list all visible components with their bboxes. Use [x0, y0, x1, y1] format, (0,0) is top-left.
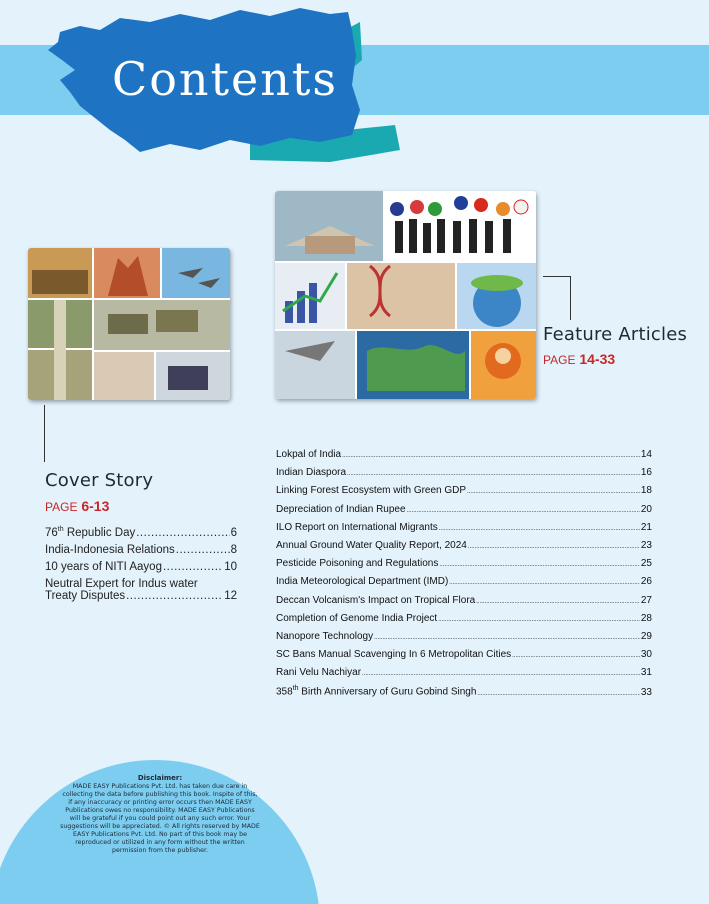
leader-dots — [439, 562, 640, 568]
cover-item-label-line2: Treaty Disputes — [45, 589, 126, 602]
header-brush-stroke — [0, 0, 709, 170]
feature-item-page: 30 — [640, 649, 652, 661]
feature-item[interactable] — [276, 449, 652, 467]
feature-item[interactable] — [276, 504, 652, 522]
leader-dots — [476, 599, 640, 605]
leader-dots — [407, 508, 640, 514]
feature-articles-page-range — [543, 351, 615, 367]
leader-dots — [126, 590, 223, 602]
feature-item-page: 25 — [640, 558, 652, 570]
page-title: Contents — [112, 52, 338, 106]
feature-item-label: Deccan Volcanism's Impact on Tropical Flora — [276, 594, 476, 606]
cover-item-neutral-expert[interactable] — [45, 578, 237, 602]
leader-dots — [512, 653, 640, 659]
feature-item[interactable] — [276, 522, 652, 540]
feature-item-label: Indian Diaspora — [276, 467, 347, 479]
feature-item-sup: th — [292, 685, 299, 693]
cover-item-page: 12 — [224, 589, 237, 602]
feature-item[interactable] — [276, 467, 652, 485]
feature-item-label: Lokpal of India — [276, 449, 342, 460]
feature-articles-page-label: PAGE — [543, 353, 576, 367]
feature-item-page: 23 — [640, 539, 652, 551]
feature-item-label: India Meteorological Department (IMD) — [276, 576, 449, 588]
republic-day-collage-image — [28, 248, 230, 400]
leader-dots — [449, 580, 640, 586]
feature-item-label: 358 — [276, 686, 293, 698]
feature-item-page: 18 — [640, 485, 652, 497]
feature-connector-v — [570, 276, 571, 320]
feature-item-label: Linking Forest Ecosystem with Green GDP — [276, 485, 467, 497]
leader-dots — [136, 527, 229, 539]
leader-dots — [163, 561, 223, 573]
leader-dots — [347, 471, 640, 477]
feature-item-label: Depreciation of Indian Rupee — [276, 503, 406, 515]
leader-dots — [477, 691, 639, 697]
leader-dots — [439, 526, 640, 532]
cover-item-label-rest: Republic Day — [63, 526, 136, 539]
cover-item-page: 8 — [230, 543, 237, 556]
feature-item-page: 14 — [640, 449, 652, 460]
cover-item-sup: th — [57, 526, 64, 533]
feature-item-label: Pesticide Poisoning and Regulations — [276, 558, 439, 570]
feature-articles-collage — [275, 191, 536, 399]
leader-dots — [342, 453, 640, 459]
feature-item[interactable] — [276, 685, 652, 703]
feature-item-page: 27 — [640, 594, 652, 606]
cover-story-page-range — [45, 498, 109, 514]
feature-item[interactable] — [276, 485, 652, 503]
feature-item[interactable] — [276, 576, 652, 594]
feature-item-label-rest: Birth Anniversary of Guru Gobind Singh — [298, 686, 477, 698]
leader-dots — [467, 489, 640, 495]
leader-dots — [362, 671, 640, 677]
leader-dots — [374, 635, 640, 641]
feature-item-page: 31 — [640, 667, 652, 679]
cover-story-connector — [44, 405, 45, 462]
feature-articles-title: Feature Articles — [543, 324, 688, 345]
feature-item-label: Rani Velu Nachiyar — [276, 667, 362, 679]
feature-item-page: 16 — [640, 467, 652, 479]
cover-item-label-line1: Neutral Expert for Indus water — [45, 577, 198, 590]
cover-item-india-indonesia[interactable] — [45, 544, 237, 556]
cover-item-niti-aayog[interactable] — [45, 561, 237, 573]
cover-item-page: 10 — [224, 560, 237, 573]
cover-item-label: 10 years of NITI Aayog — [45, 560, 162, 573]
feature-item-page: 26 — [640, 576, 652, 588]
feature-articles-list — [276, 449, 652, 704]
feature-item-page: 21 — [640, 521, 652, 533]
feature-item-label: SC Bans Manual Scavenging In 6 Metropolitan Cities — [276, 649, 512, 661]
cover-item-label: India-Indonesia Relations — [45, 543, 175, 556]
disclaimer-text: MADE EASY Publications Pvt. Ltd. has taken due care in collecting the data before publishing this book. Inspite of this, if any inaccuracy or printing error occurs then MADE EASY Publications owes no responsibility. MADE EASY Publications will be grateful if you could point out any such error. Your suggestions will be appreciated. © All rights reserved by MADE EASY Publications Pvt. Ltd. No part of this book may be reproduced or utilized in any form without the written permission from the publisher. — [60, 782, 260, 855]
cover-item-label: 76 — [45, 526, 58, 539]
feature-item-page: 20 — [640, 503, 652, 515]
feature-connector-h — [543, 276, 571, 277]
feature-item[interactable] — [276, 595, 652, 613]
feature-item[interactable] — [276, 631, 652, 649]
cover-story-page-numbers: 6-13 — [81, 498, 110, 514]
cover-story-list — [45, 526, 237, 607]
feature-item[interactable] — [276, 667, 652, 685]
feature-item[interactable] — [276, 558, 652, 576]
feature-item[interactable] — [276, 649, 652, 667]
feature-item-page: 28 — [640, 612, 652, 624]
feature-item-page: 33 — [640, 686, 652, 698]
cover-story-page-label: PAGE — [45, 500, 78, 514]
cover-story-collage — [28, 248, 230, 400]
feature-articles-page-numbers: 14-33 — [579, 351, 616, 367]
cover-item-page: 6 — [230, 526, 237, 539]
feature-collage-image — [275, 191, 536, 399]
leader-dots — [468, 544, 640, 550]
leader-dots — [438, 617, 640, 623]
disclaimer-heading: Disclaimer: — [137, 774, 183, 782]
feature-item[interactable] — [276, 613, 652, 631]
leader-dots — [176, 544, 230, 556]
feature-item-label: Annual Ground Water Quality Report, 2024 — [276, 539, 467, 551]
feature-item-page: 29 — [640, 630, 652, 642]
feature-item[interactable] — [276, 540, 652, 558]
cover-item-republic-day[interactable] — [45, 526, 237, 539]
cover-story-title: Cover Story — [45, 470, 154, 491]
feature-item-label: Nanopore Technology — [276, 630, 374, 642]
feature-item-label: Completion of Genome India Project — [276, 612, 438, 624]
feature-item-label: ILO Report on International Migrants — [276, 521, 438, 533]
disclaimer — [60, 774, 260, 855]
